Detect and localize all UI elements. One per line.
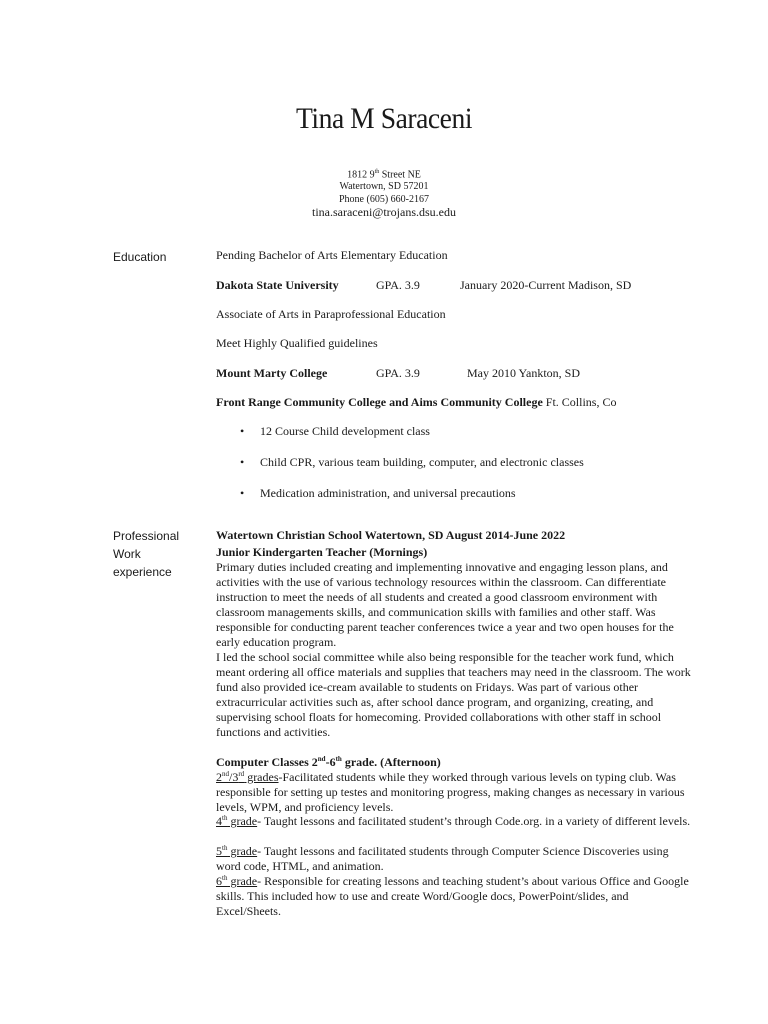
phone-line: Phone (605) 660-2167 bbox=[339, 194, 429, 205]
experience-heading-line2: Work bbox=[113, 547, 141, 561]
g23-b: /3 bbox=[229, 770, 239, 784]
grade-6-paragraph bbox=[216, 874, 694, 919]
g5-text: - Taught lessons and facilitated students through Computer Science Discoveries using word code, HTML, and animation. bbox=[216, 844, 669, 873]
role1-paragraph2: I led the school social committee while also being responsible for the teacher work fund, which meant ordering all office materials and supplies that teachers may need in the classroom. The work fund also provided ice-cream available to students on Fridays. Was part of various other extracurricular activities such as, after school dance program, and organizing, creating, and supervising school floats for homecoming. Provided collaborations with other staff in school functions and activities. bbox=[216, 650, 691, 739]
role2-sup2: th bbox=[335, 755, 342, 763]
employer-line: Watertown Christian School Watertown, SD August 2014-June 2022 bbox=[216, 528, 566, 542]
g5-b: grade bbox=[227, 844, 258, 858]
g23-sup1: nd bbox=[222, 770, 229, 778]
role2-text-c: grade. (Afternoon) bbox=[341, 755, 441, 769]
g6-a: 6 bbox=[216, 874, 222, 888]
gpa-dakota-state: GPA. 3.9 bbox=[376, 278, 420, 292]
g6-sup: th bbox=[222, 874, 228, 882]
grade-2-3-label bbox=[216, 770, 279, 784]
dates-dakota-state: January 2020-Current Madison, SD bbox=[460, 278, 632, 292]
education-heading: Education bbox=[113, 250, 167, 264]
g6-text: - Responsible for creating lessons and teaching student’s about various Office and Google skills. This included how to use and create Word/Google docs, PowerPoint/slides, and Excel/Sheets. bbox=[216, 874, 689, 918]
role2-sup1: nd bbox=[317, 755, 326, 763]
list-item: 12 Course Child development class bbox=[260, 424, 430, 438]
list-item: Medication administration, and universal precautions bbox=[260, 486, 516, 500]
experience-heading bbox=[113, 527, 208, 581]
g4-a: 4 bbox=[216, 814, 222, 828]
g5-a: 5 bbox=[216, 844, 222, 858]
dates-mount-marty: May 2010 Yankton, SD bbox=[467, 366, 581, 380]
bullet-dot: • bbox=[240, 424, 245, 438]
grade-4-label bbox=[216, 814, 257, 828]
address-sup: th bbox=[374, 169, 380, 175]
role2-text-a: Computer Classes 2 bbox=[216, 755, 318, 769]
g23-a: 2 bbox=[216, 770, 222, 784]
address-street: Street NE bbox=[379, 169, 421, 181]
grade-4-paragraph bbox=[216, 814, 694, 829]
degree-bachelor: Pending Bachelor of Arts Elementary Education bbox=[216, 248, 448, 262]
g23-text: -Facilitated students while they worked through various levels on typing club. Was responsible for setting up testes and monitoring progress, making changes as necessary in various levels, WPM, and proficiency levels. bbox=[216, 770, 685, 814]
grade-6-label bbox=[216, 874, 257, 888]
experience-heading-line1: Professional bbox=[113, 529, 180, 543]
experience-heading-line3: experience bbox=[113, 565, 172, 579]
g6-b: grade bbox=[227, 874, 258, 888]
applicant-name: Tina M Saraceni bbox=[295, 102, 473, 135]
bullet-dot: • bbox=[240, 455, 245, 469]
g4-b: grade bbox=[227, 814, 258, 828]
g23-sup2: rd bbox=[238, 770, 245, 778]
g5-sup: th bbox=[222, 844, 228, 852]
role-computer-classes bbox=[216, 755, 694, 770]
role2-text-b: -6 bbox=[325, 755, 336, 769]
city-line: Watertown, SD 57201 bbox=[339, 181, 429, 192]
grade-5-paragraph bbox=[216, 844, 694, 874]
degree-associate-note: Meet Highly Qualified guidelines bbox=[216, 336, 378, 350]
g23-c: grades bbox=[244, 770, 279, 784]
grade-5-label bbox=[216, 844, 257, 858]
school-mount-marty: Mount Marty College bbox=[216, 366, 328, 380]
school-dakota-state: Dakota State University bbox=[216, 278, 339, 292]
g4-text: - Taught lessons and facilitated student’s through Code.org. in a variety of different levels. bbox=[257, 814, 691, 828]
email-line: tina.saraceni@trojans.dsu.edu bbox=[311, 205, 456, 219]
grade-2-3-paragraph bbox=[216, 770, 694, 815]
list-item: Child CPR, various team building, computer, and electronic classes bbox=[260, 455, 584, 469]
bullet-dot: • bbox=[240, 486, 245, 500]
role-junior-kindergarten: Junior Kindergarten Teacher (Mornings) bbox=[216, 545, 428, 559]
g4-sup: th bbox=[222, 814, 228, 822]
school-front-range-name: Front Range Community College and Aims Community College bbox=[216, 395, 543, 409]
school-front-range-location: Ft. Collins, Co bbox=[542, 395, 617, 409]
address-number: 1812 9 bbox=[347, 169, 375, 181]
degree-associate: Associate of Arts in Paraprofessional Education bbox=[216, 307, 446, 321]
gpa-mount-marty: GPA. 3.9 bbox=[376, 366, 420, 380]
school-front-range bbox=[216, 395, 616, 410]
role1-paragraph1: Primary duties included creating and implementing innovative and engaging lesson plans, and activities with the use of various technology resources within the classroom. Can differentiate instruction to meet the needs of all students and created a good classroom environment with classroom managements skills, and communication skills with families and other staff. Was responsible for conducting parent teacher conferences twice a year and two open houses for the early education program. bbox=[216, 560, 674, 649]
